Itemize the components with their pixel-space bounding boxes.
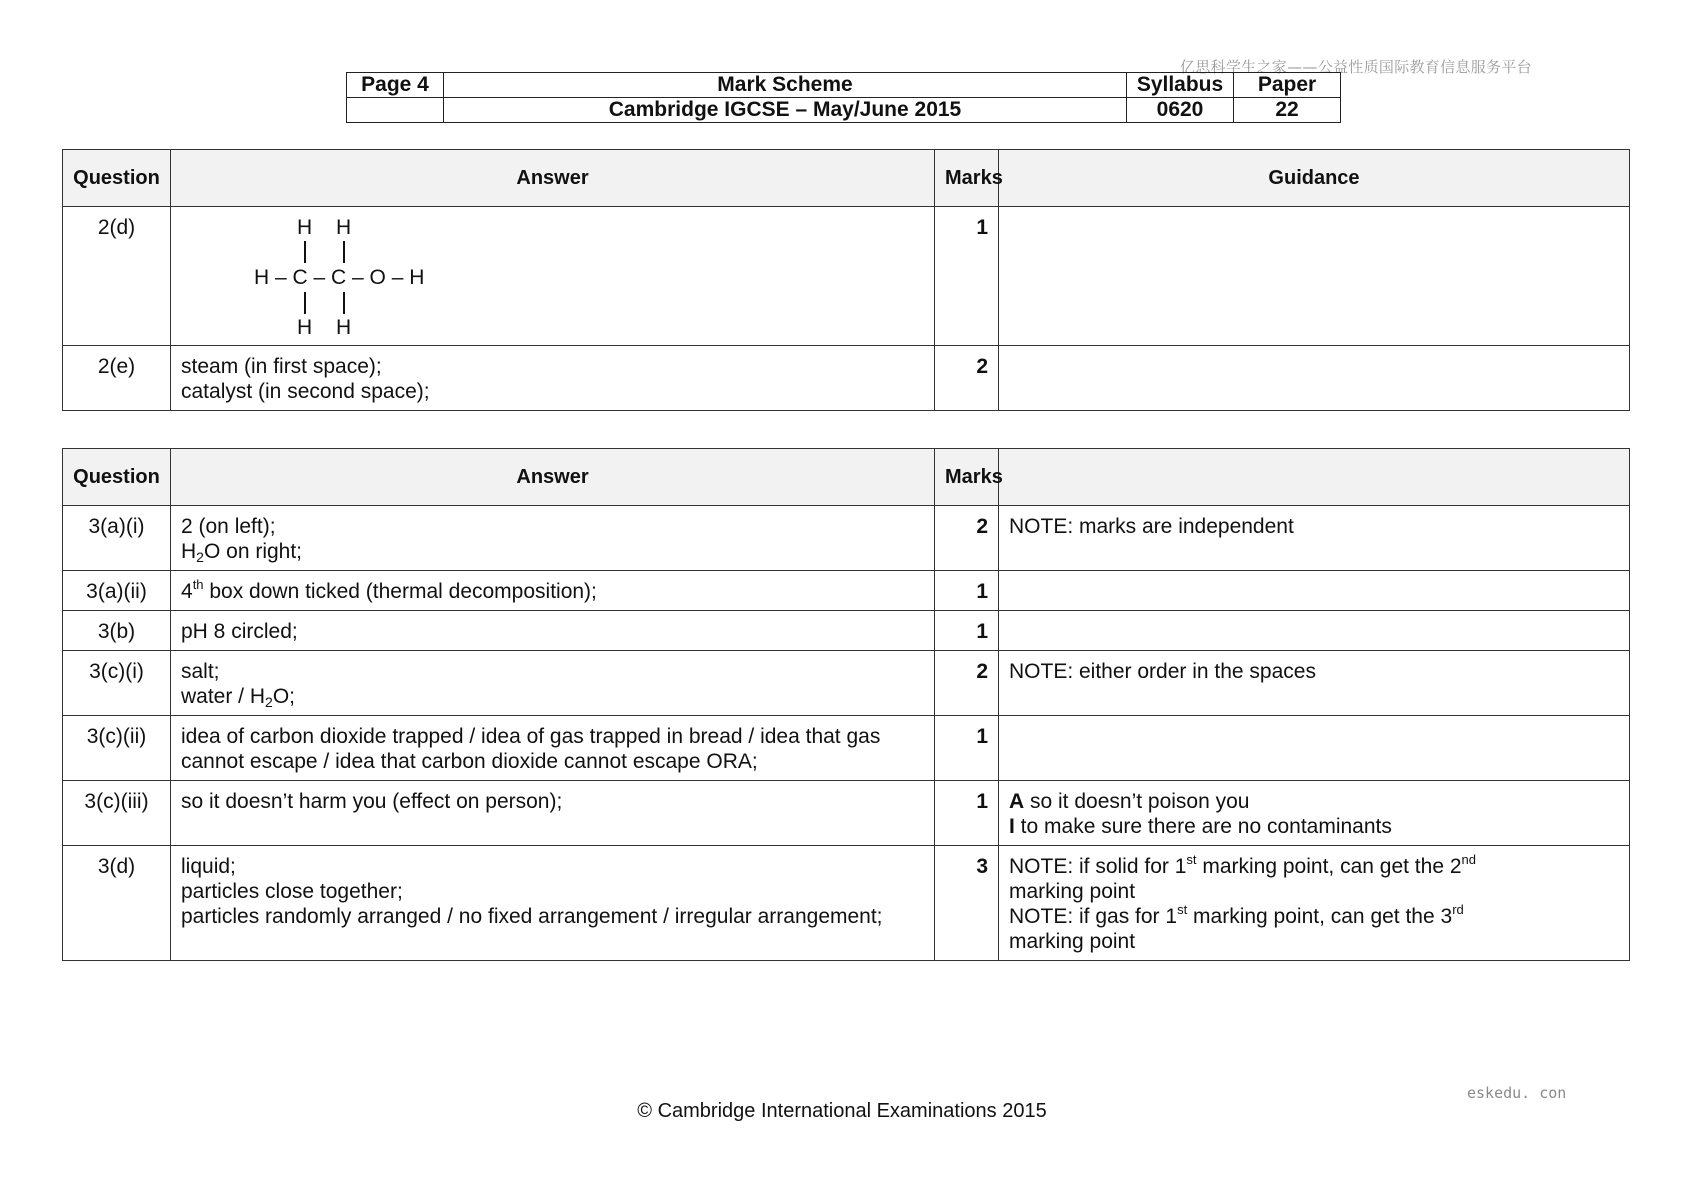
formula-h-top-left: H	[297, 216, 313, 239]
mark-scheme-table-2	[62, 448, 1630, 961]
guidance-header-empty	[999, 449, 1630, 506]
answer-cell	[171, 651, 935, 716]
table-row	[63, 611, 1630, 651]
answer-line: idea of carbon dioxide trapped / idea of gas trapped in bread / idea that gas	[181, 725, 881, 748]
page-header-box	[346, 72, 1341, 123]
guidance-cell: NOTE: marks are independent	[999, 506, 1630, 571]
guidance-cell	[999, 207, 1630, 346]
guidance-cell	[999, 611, 1630, 651]
table-header-row	[63, 150, 1630, 207]
answer-line: cannot escape / idea that carbon dioxide cannot escape ORA;	[181, 750, 758, 773]
formula-bond-top-right	[343, 241, 345, 263]
exam-subtitle: Cambridge IGCSE – May/June 2015	[444, 98, 1127, 123]
marks-value: 2	[935, 506, 999, 571]
watermark-text: 亿思科学生之家——公益性质国际教育信息服务平台	[1180, 58, 1532, 76]
guidance-cell	[999, 846, 1630, 961]
question-number: 3(c)(i)	[63, 651, 171, 716]
guidance-header: Guidance	[999, 150, 1630, 207]
table-row	[63, 571, 1630, 611]
syllabus-label: Syllabus	[1127, 73, 1234, 98]
formula-bond-bottom-right	[343, 292, 345, 314]
formula-h-bottom-right: H	[336, 316, 352, 339]
paper-label: Paper	[1234, 73, 1341, 98]
marks-value: 2	[935, 346, 999, 411]
question-number: 3(d)	[63, 846, 171, 961]
guidance-line: I to make sure there are no contaminants	[1009, 815, 1392, 838]
guidance-line: A so it doesn’t poison you	[1009, 790, 1250, 813]
guidance-cell	[999, 781, 1630, 846]
marks-header: Marks	[935, 449, 999, 506]
table-row	[63, 781, 1630, 846]
formula-bond-top-left	[304, 241, 306, 263]
syllabus-code: 0620	[1127, 98, 1234, 123]
question-header: Question	[63, 449, 171, 506]
header-empty-cell	[347, 98, 444, 123]
mark-scheme-table-1	[62, 149, 1630, 411]
page-number: Page 4	[347, 73, 444, 98]
answer-line: salt;	[181, 660, 220, 683]
formula-bond-bottom-left	[304, 292, 306, 314]
question-number: 3(a)(ii)	[63, 571, 171, 611]
marks-value: 1	[935, 571, 999, 611]
table-row	[63, 207, 1630, 346]
answer-header: Answer	[171, 449, 935, 506]
question-number: 2(d)	[63, 207, 171, 346]
marks-value: 1	[935, 611, 999, 651]
answer-cell	[171, 846, 935, 961]
table-header-row	[63, 449, 1630, 506]
paper-number: 22	[1234, 98, 1341, 123]
document-title: Mark Scheme	[444, 73, 1127, 98]
answer-line: 2 (on left);	[181, 515, 276, 538]
question-number: 3(c)(iii)	[63, 781, 171, 846]
answer-line: $H_2O$ on right;	[181, 540, 303, 565]
footer-site-watermark: eskedu. con	[1467, 1084, 1567, 1102]
table-row	[63, 651, 1630, 716]
marks-value: 1	[935, 716, 999, 781]
answer-header: Answer	[171, 150, 935, 207]
guidance-cell: NOTE: either order in the spaces	[999, 651, 1630, 716]
guidance-line: NOTE: if gas for 1st marking point, can get the 3rd	[1009, 902, 1464, 928]
answer-cell	[171, 207, 935, 346]
question-number: 3(a)(i)	[63, 506, 171, 571]
answer-cell	[171, 716, 935, 781]
table-row	[63, 346, 1630, 411]
guidance-cell	[999, 716, 1630, 781]
structural-formula-ethanol	[181, 215, 924, 339]
marks-value: 2	[935, 651, 999, 716]
guidance-line: NOTE: if solid for 1st marking point, can get the 2nd	[1009, 852, 1476, 878]
answer-line: particles randomly arranged / no fixed arrangement / irregular arrangement;	[181, 905, 883, 928]
answer-cell	[171, 506, 935, 571]
guidance-line: marking point	[1009, 880, 1136, 903]
question-header: Question	[63, 150, 171, 207]
table-row	[63, 846, 1630, 961]
question-number: 3(c)(ii)	[63, 716, 171, 781]
table-row	[63, 506, 1630, 571]
answer-line: particles close together;	[181, 880, 403, 903]
marks-header: Marks	[935, 150, 999, 207]
answer-cell: 4th box down ticked (thermal decomposition);	[171, 571, 935, 611]
answer-line: catalyst (in second space);	[181, 380, 430, 403]
copyright-notice: © Cambridge International Examinations 2015	[637, 1100, 1047, 1122]
formula-h-top-right: H	[336, 216, 352, 239]
marks-value: 1	[935, 781, 999, 846]
question-number: 3(b)	[63, 611, 171, 651]
question-number: 2(e)	[63, 346, 171, 411]
table-row	[63, 716, 1630, 781]
guidance-cell	[999, 571, 1630, 611]
marks-value: 1	[935, 207, 999, 346]
marks-value: 3	[935, 846, 999, 961]
guidance-line: marking point	[1009, 930, 1136, 953]
answer-cell: so it doesn’t harm you (effect on person);	[171, 781, 935, 846]
answer-cell	[171, 346, 935, 411]
answer-line: water / $H_2O$;	[181, 685, 295, 710]
answer-line: steam (in first space);	[181, 355, 382, 378]
formula-h-bottom-left: H	[297, 316, 313, 339]
formula-main-chain: H – C – C – O – H	[254, 266, 425, 289]
answer-cell: pH 8 circled;	[171, 611, 935, 651]
guidance-cell	[999, 346, 1630, 411]
answer-line: liquid;	[181, 855, 236, 878]
